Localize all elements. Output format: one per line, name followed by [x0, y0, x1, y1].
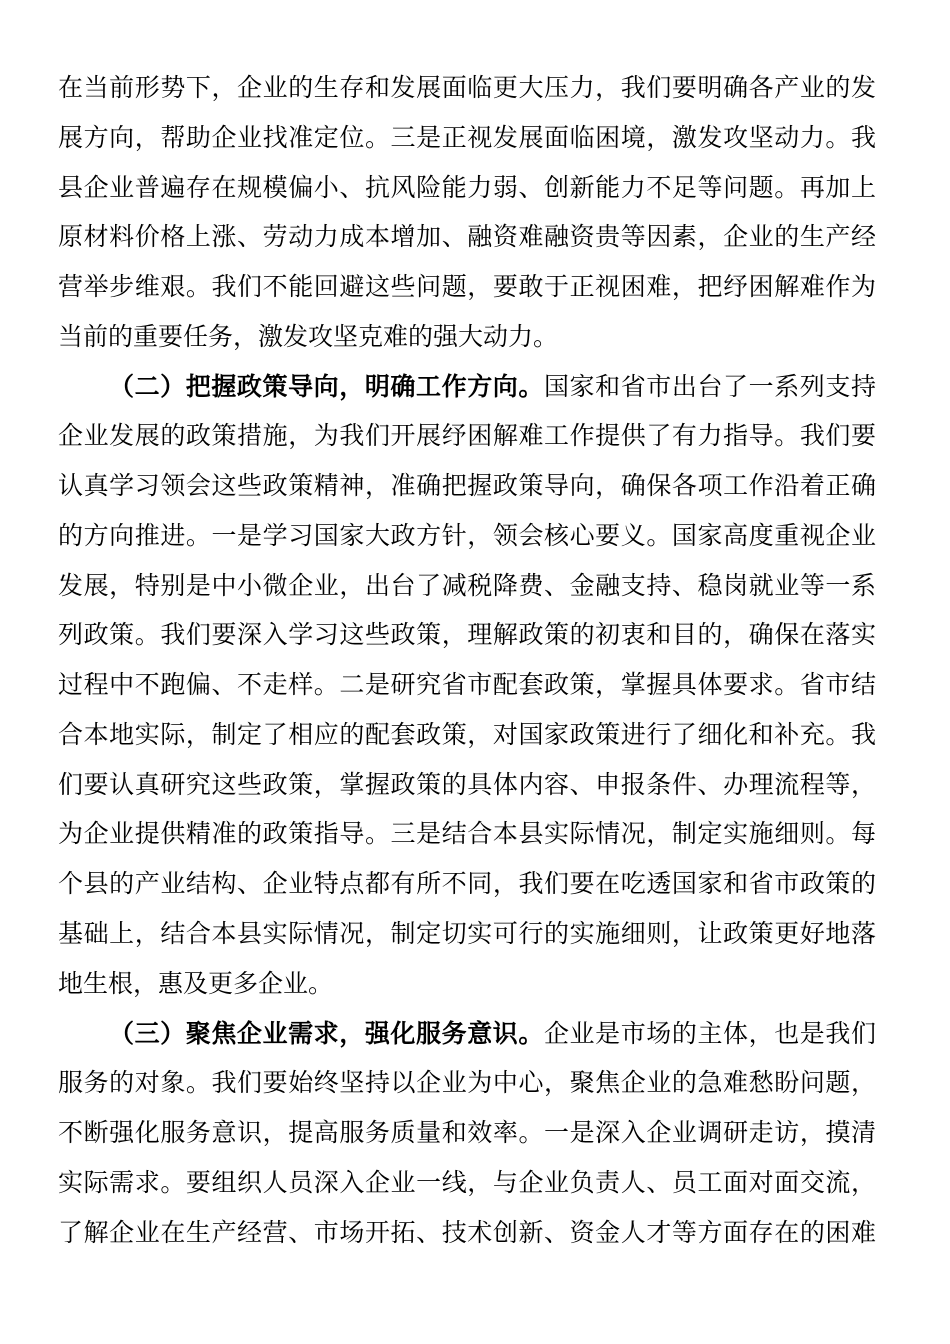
document-body [58, 64, 876, 1258]
text-line: 过程中不跑偏、不走样。二是研究省市配套政策，掌握具体要求。省市结 [58, 671, 876, 700]
text-line: 为企业提供精准的政策指导。三是结合本县实际情况，制定实施细则。每 [58, 820, 876, 849]
paragraph-2 [58, 363, 876, 1010]
text-line: 营举步维艰。我们不能回避这些问题，要敢于正视困难，把纾困解难作为 [58, 273, 876, 302]
paragraph-1 [58, 64, 876, 363]
text-line: 企业发展的政策措施，为我们开展纾困解难工作提供了有力指导。我们要 [58, 422, 876, 451]
paragraph-3 [58, 1010, 876, 1259]
text-line: 个县的产业结构、企业特点都有所不同，我们要在吃透国家和省市政策的 [58, 870, 876, 899]
text-line: 当前的重要任务，激发攻坚克难的强大动力。 [58, 322, 559, 351]
text-line [58, 1010, 876, 1060]
section-heading: （二）把握政策导向，明确工作方向。 [109, 372, 544, 401]
text-line: 原材料价格上涨、劳动力成本增加、融资难融资贵等因素，企业的生产经 [58, 223, 876, 252]
text-line: 们要认真研究这些政策，掌握政策的具体内容、申报条件、办理流程等， [58, 770, 876, 799]
text-line: 合本地实际，制定了相应的配套政策，对国家政策进行了细化和补充。我 [58, 720, 876, 749]
text-line: 认真学习领会这些政策精神，准确把握政策导向，确保各项工作沿着正确 [58, 472, 876, 501]
text-line: 不断强化服务意识，提高服务质量和效率。一是深入企业调研走访，摸清 [58, 1119, 876, 1148]
text-line: 在当前形势下，企业的生存和发展面临更大压力，我们要明确各产业的发 [58, 74, 876, 102]
text-line: 基础上，结合本县实际情况，制定切实可行的实施细则，让政策更好地落 [58, 920, 876, 949]
text-line [58, 363, 876, 413]
text-line: 县企业普遍存在规模偏小、抗风险能力弱、创新能力不足等问题。再加上 [58, 173, 876, 202]
text-run: 企业是市场的主体，也是我们 [543, 1019, 876, 1048]
text-line: 实际需求。要组织人员深入企业一线，与企业负责人、员工面对面交流， [58, 1168, 876, 1197]
text-line: 地生根，惠及更多企业。 [58, 969, 334, 998]
text-line: 列政策。我们要深入学习这些政策，理解政策的初衷和目的，确保在落实 [58, 621, 876, 650]
section-heading: （三）聚焦企业需求，强化服务意识。 [109, 1019, 544, 1048]
text-line: 展方向，帮助企业找准定位。三是正视发展面临困境，激发攻坚动力。我 [58, 123, 876, 152]
text-line: 服务的对象。我们要始终坚持以企业为中心，聚焦企业的急难愁盼问题， [58, 1069, 876, 1098]
text-run: 国家和省市出台了一系列支持 [543, 372, 876, 401]
text-line: 发展，特别是中小微企业，出台了减税降费、金融支持、稳岗就业等一系 [58, 571, 876, 600]
text-line: 了解企业在生产经营、市场开拓、技术创新、资金人才等方面存在的困难 [58, 1218, 876, 1247]
text-line: 的方向推进。一是学习国家大政方针，领会核心要义。国家高度重视企业 [58, 521, 876, 550]
